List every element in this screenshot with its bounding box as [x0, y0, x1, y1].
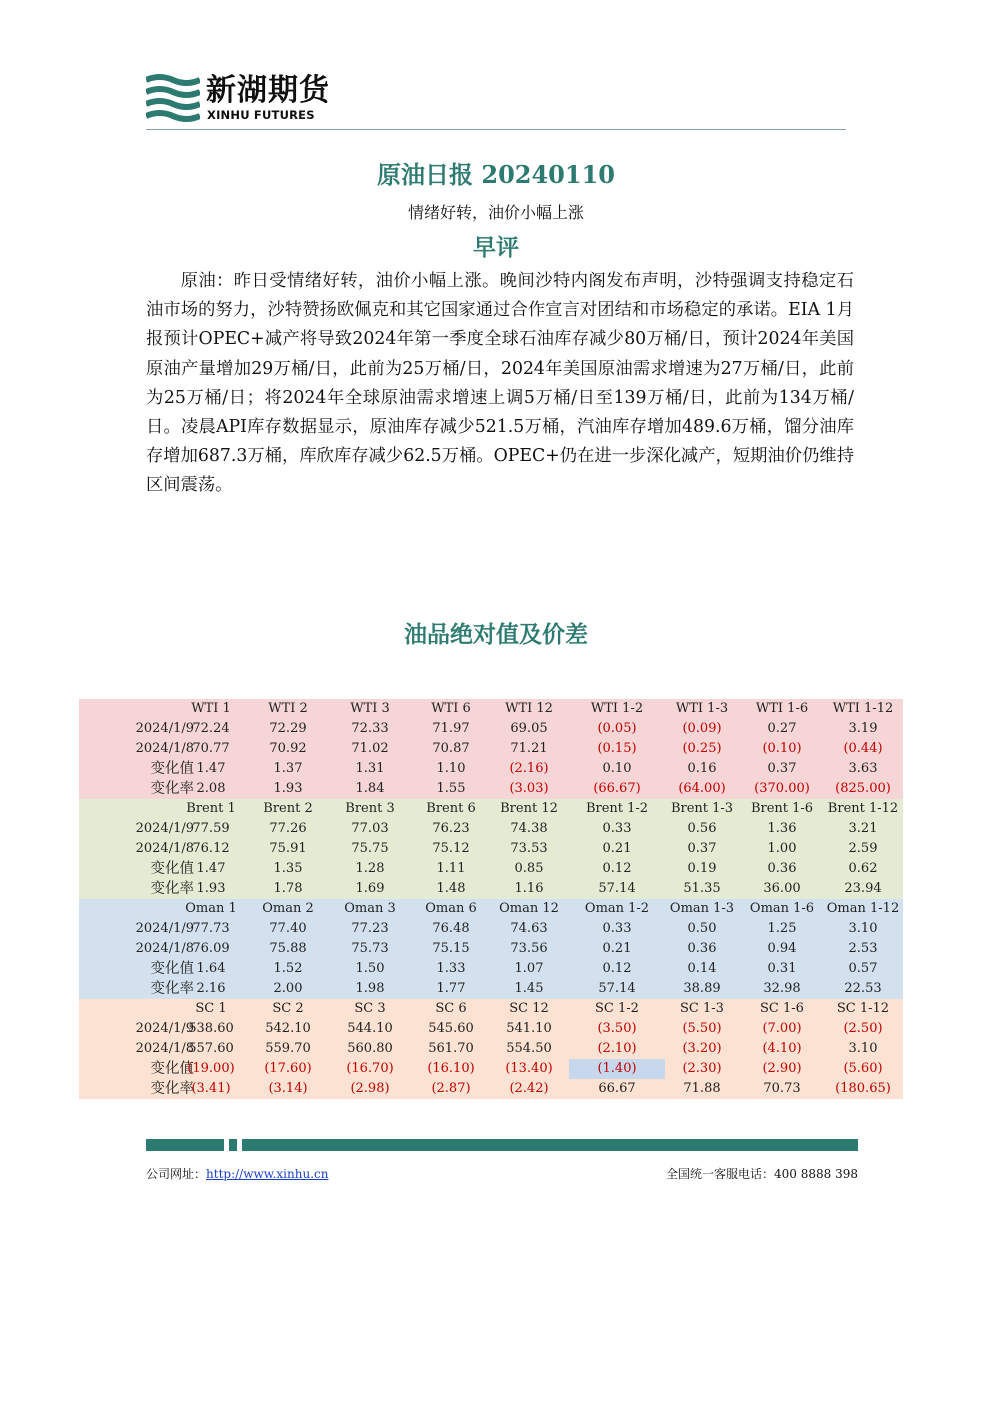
table-cell: 1.28 [355, 861, 385, 876]
column-header: Brent 1-12 [827, 801, 899, 816]
table-row [79, 719, 903, 739]
table-cell: 0.85 [514, 861, 544, 876]
column-header: Brent 6 [426, 801, 476, 816]
table-cell: 1.10 [436, 761, 466, 776]
column-header: WTI 1-6 [755, 701, 809, 716]
table-cell: 542.10 [265, 1021, 311, 1036]
table-cell: 0.33 [602, 821, 632, 836]
table-row [79, 939, 903, 959]
row-label: 2024/1/8 [135, 941, 194, 956]
table-cell: 36.00 [763, 881, 801, 896]
table-cell: 70.87 [432, 741, 470, 756]
table-cell: 72.29 [269, 721, 307, 736]
column-header: WTI 2 [268, 701, 308, 716]
table-cell: (180.65) [835, 1081, 891, 1096]
table-cell: 73.53 [510, 841, 548, 856]
table-cell: (2.50) [843, 1021, 883, 1036]
section-heading-morning-review: 早评 [473, 234, 519, 261]
row-label: 变化率 [150, 1081, 194, 1097]
brent-section [79, 799, 903, 899]
table-cell: 70.77 [192, 741, 230, 756]
footer-bar-gap [229, 1139, 237, 1151]
column-header: WTI 1-12 [832, 701, 894, 716]
table-cell: 71.97 [432, 721, 470, 736]
table-cell: 71.02 [351, 741, 389, 756]
row-label: 变化值 [150, 861, 194, 877]
table-cell: 1.16 [514, 881, 544, 896]
table-cell: (0.15) [597, 741, 637, 756]
column-header: Brent 1-2 [585, 801, 649, 816]
table-cell: 51.35 [683, 881, 721, 896]
table-cell: 2.00 [273, 981, 303, 996]
table-cell: 75.75 [351, 841, 389, 856]
table-cell: 77.73 [192, 921, 230, 936]
table-cell: 544.10 [347, 1021, 393, 1036]
table-cell: 560.80 [347, 1041, 393, 1056]
column-header: WTI 12 [505, 701, 553, 716]
table-cell: 541.10 [506, 1021, 552, 1036]
table-cell: 77.26 [269, 821, 307, 836]
table-title: 油品绝对值及价差 [404, 621, 588, 648]
column-header: Brent 1-3 [670, 801, 734, 816]
column-header: SC 12 [509, 1001, 549, 1016]
column-header: Brent 2 [263, 801, 313, 816]
table-cell: 1.48 [436, 881, 466, 896]
table-cell: (5.60) [843, 1061, 883, 1076]
row-label: 2024/1/8 [135, 1041, 194, 1056]
wave-logo-icon [146, 72, 200, 126]
table-row [79, 839, 903, 859]
table-cell: (2.10) [597, 1041, 637, 1056]
table-cell: (7.00) [762, 1021, 802, 1036]
table-cell: 1.93 [196, 881, 226, 896]
table-cell: 1.45 [514, 981, 544, 996]
table-cell: 559.70 [265, 1041, 311, 1056]
table-cell: (3.03) [509, 781, 549, 796]
table-cell: (3.50) [597, 1021, 637, 1036]
table-cell: 77.23 [351, 921, 389, 936]
table-cell: (16.10) [427, 1061, 475, 1076]
column-header: Brent 12 [500, 801, 558, 816]
table-cell: 1.31 [355, 761, 385, 776]
table-cell: (13.40) [505, 1061, 553, 1076]
table-cell: (825.00) [835, 781, 891, 796]
table-cell: (2.16) [509, 761, 549, 776]
table-cell: (19.00) [187, 1061, 235, 1076]
table-row [79, 1039, 903, 1059]
table-cell: (1.40) [569, 1059, 665, 1079]
table-cell: 1.47 [196, 761, 226, 776]
wti-section [79, 699, 903, 799]
table-cell: 1.11 [436, 861, 466, 876]
table-cell: 2.08 [196, 781, 226, 796]
table-cell: 75.15 [432, 941, 470, 956]
column-header: SC 1-3 [680, 1001, 724, 1016]
row-label: 变化率 [150, 781, 194, 797]
table-cell: 0.10 [602, 761, 632, 776]
table-cell: 2.53 [848, 941, 878, 956]
column-header: WTI 1-2 [590, 701, 644, 716]
table-cell: 1.69 [355, 881, 385, 896]
table-cell: 70.73 [763, 1081, 801, 1096]
table-cell: 74.38 [510, 821, 548, 836]
table-cell: 561.70 [428, 1041, 474, 1056]
table-cell: 76.23 [432, 821, 470, 836]
report-subtitle: 情绪好转，油价小幅上涨 [407, 203, 584, 222]
table-cell: (64.00) [678, 781, 726, 796]
column-header: Oman 1-3 [669, 901, 735, 916]
table-cell: 3.10 [848, 921, 878, 936]
oil-price-spread-table [79, 699, 903, 1099]
table-cell: (16.70) [346, 1061, 394, 1076]
table-cell: 0.21 [602, 841, 632, 856]
column-header: SC 1 [195, 1001, 227, 1016]
column-header: WTI 3 [350, 701, 390, 716]
column-header: Oman 12 [499, 901, 559, 916]
column-header: Oman 1-2 [584, 901, 650, 916]
table-cell: 1.77 [436, 981, 466, 996]
table-cell: 76.48 [432, 921, 470, 936]
table-cell: 1.50 [355, 961, 385, 976]
row-label: 变化值 [150, 1061, 194, 1077]
table-cell: 1.33 [436, 961, 466, 976]
row-label: 2024/1/8 [135, 841, 194, 856]
table-cell: (0.10) [762, 741, 802, 756]
table-cell: 1.78 [273, 881, 303, 896]
sc-section [79, 999, 903, 1099]
table-cell: 0.12 [602, 961, 632, 976]
table-cell: 75.91 [269, 841, 307, 856]
table-row [79, 779, 903, 799]
table-cell: 75.73 [351, 941, 389, 956]
footer-website [146, 1166, 328, 1182]
table-row [79, 959, 903, 979]
column-header: WTI 1 [191, 701, 231, 716]
column-header: Brent 1-6 [750, 801, 814, 816]
table-cell: 0.36 [767, 861, 797, 876]
table-cell: 0.19 [687, 861, 717, 876]
footer-hotline: 全国统一客服电话：400 8888 398 [666, 1167, 858, 1181]
row-label: 变化值 [150, 761, 194, 777]
table-cell: 0.21 [602, 941, 632, 956]
column-header: Oman 3 [344, 901, 396, 916]
table-cell: 66.67 [598, 1081, 636, 1096]
table-cell: 2.16 [196, 981, 226, 996]
row-label: 变化率 [150, 981, 194, 997]
table-cell: 1.55 [436, 781, 466, 796]
oman-section [79, 899, 903, 999]
table-cell: 3.21 [848, 821, 878, 836]
table-cell: 3.19 [848, 721, 878, 736]
table-cell: 0.50 [687, 921, 717, 936]
column-header: SC 1-6 [760, 1001, 804, 1016]
header-divider [146, 129, 846, 130]
table-cell: 1.93 [273, 781, 303, 796]
table-row [79, 859, 903, 879]
table-cell: (3.14) [268, 1081, 308, 1096]
table-cell: 0.31 [767, 961, 797, 976]
column-header: Oman 1 [185, 901, 237, 916]
table-cell: 0.16 [687, 761, 717, 776]
commentary-paragraph: 原油：昨日受情绪好转，油价小幅上涨。晚间沙特内阁发布声明，沙特强调支持稳定石油市场的努力，沙特赞扬欧佩克和其它国家通过合作宣言对团结和市场稳定的承诺。EIA 1月报预计OPEC+减产将导致2024年第一季度全球石油库存减少80万桶/日，预计2024年美国原油产量增加29万桶/日，此前为25万桶/日，2024年美国原油需求增速为27万桶/日，此前为25万桶/日；将2024年全球原油需求增速上调5万桶/日至139万桶/日，此前为134万桶/日。凌晨API库存数据显示，原油库存减少521.5万桶，汽油库存增加489.6万桶，馏分油库存增加687.3万桶，库欣库存减少62.5万桶。OPEC+仍在进一步深化减产，短期油价仍维持区间震荡。 [146, 271, 854, 496]
table-row [79, 1059, 903, 1079]
table-cell: (3.41) [191, 1081, 231, 1096]
table-cell: (17.60) [264, 1061, 312, 1076]
table-cell: 1.35 [273, 861, 303, 876]
table-cell: 72.33 [351, 721, 389, 736]
column-header: Oman 1-6 [749, 901, 815, 916]
table-cell: 73.56 [510, 941, 548, 956]
table-cell: 1.37 [273, 761, 303, 776]
table-cell: 0.36 [687, 941, 717, 956]
table-cell: 1.07 [514, 961, 544, 976]
row-label: 2024/1/9 [135, 1021, 194, 1036]
column-header: SC 1-2 [595, 1001, 639, 1016]
table-cell: 1.36 [767, 821, 797, 836]
column-header: SC 2 [272, 1001, 304, 1016]
table-cell: 1.25 [767, 921, 797, 936]
footer-bar-main [242, 1139, 858, 1151]
table-cell: 69.05 [510, 721, 548, 736]
table-row [79, 759, 903, 779]
column-header: WTI 1-3 [675, 701, 729, 716]
brent-header-row [79, 799, 903, 819]
table-cell: (0.05) [597, 721, 637, 736]
table-cell: (3.20) [682, 1041, 722, 1056]
row-label: 2024/1/9 [135, 721, 194, 736]
table-cell: 77.40 [269, 921, 307, 936]
table-cell: 0.12 [602, 861, 632, 876]
table-cell: 75.12 [432, 841, 470, 856]
wti-header-row [79, 699, 903, 719]
table-cell: 0.62 [848, 861, 878, 876]
table-cell: 0.57 [848, 961, 878, 976]
table-cell: 0.14 [687, 961, 717, 976]
column-header: Oman 1-12 [826, 901, 900, 916]
table-cell: 0.56 [687, 821, 717, 836]
table-row [79, 919, 903, 939]
column-header: SC 1-12 [836, 1001, 890, 1016]
oman-header-row [79, 899, 903, 919]
table-cell: 3.63 [848, 761, 878, 776]
logo-chinese-name: 新湖期货 [206, 73, 330, 108]
column-header: Oman 6 [425, 901, 477, 916]
table-cell: 23.94 [844, 881, 882, 896]
table-row [79, 819, 903, 839]
table-cell: 57.14 [598, 881, 636, 896]
table-cell: 76.09 [192, 941, 230, 956]
table-cell: 545.60 [428, 1021, 474, 1036]
company-logo [146, 72, 336, 128]
table-cell: 1.98 [355, 981, 385, 996]
table-cell: 71.21 [510, 741, 548, 756]
table-cell: 74.63 [510, 921, 548, 936]
table-cell: (5.50) [682, 1021, 722, 1036]
footer-bar-left [146, 1139, 224, 1151]
table-cell: 1.84 [355, 781, 385, 796]
row-label: 2024/1/9 [135, 821, 194, 836]
table-cell: (2.98) [350, 1081, 390, 1096]
column-header: SC 6 [435, 1001, 467, 1016]
table-cell: 77.03 [351, 821, 389, 836]
table-cell: 2.59 [848, 841, 878, 856]
table-cell: (4.10) [762, 1041, 802, 1056]
table-cell: 32.98 [763, 981, 801, 996]
table-cell: 538.60 [188, 1021, 234, 1036]
table-cell: 57.14 [598, 981, 636, 996]
table-cell: 1.00 [767, 841, 797, 856]
table-row [79, 879, 903, 899]
column-header: Brent 3 [345, 801, 395, 816]
sc-header-row [79, 999, 903, 1019]
table-cell: (66.67) [593, 781, 641, 796]
table-cell: 3.10 [848, 1041, 878, 1056]
table-cell: 22.53 [844, 981, 882, 996]
row-label: 2024/1/8 [135, 741, 194, 756]
table-cell: 72.24 [192, 721, 230, 736]
footer-website-link[interactable]: http://www.xinhu.cn [206, 1167, 329, 1181]
table-cell: 554.50 [506, 1041, 552, 1056]
table-row [79, 1079, 903, 1099]
row-label: 变化率 [150, 881, 194, 897]
column-header: WTI 6 [431, 701, 471, 716]
table-row [79, 739, 903, 759]
table-cell: (370.00) [754, 781, 810, 796]
table-cell: (2.87) [431, 1081, 471, 1096]
column-header: Brent 1 [186, 801, 236, 816]
row-label: 2024/1/9 [135, 921, 194, 936]
table-cell: 1.52 [273, 961, 303, 976]
table-cell: 0.27 [767, 721, 797, 736]
table-cell: 77.59 [192, 821, 230, 836]
logo-english-name: XINHU FUTURES [207, 108, 315, 122]
table-cell: 70.92 [269, 741, 307, 756]
table-cell: 0.94 [767, 941, 797, 956]
column-header: Oman 2 [262, 901, 314, 916]
table-cell: 0.37 [687, 841, 717, 856]
table-cell: 1.64 [196, 961, 226, 976]
table-cell: 0.37 [767, 761, 797, 776]
table-cell: 1.47 [196, 861, 226, 876]
table-cell: 75.88 [269, 941, 307, 956]
row-label: 变化值 [150, 961, 194, 977]
table-cell: (2.90) [762, 1061, 802, 1076]
table-row [79, 1019, 903, 1039]
table-cell: 76.12 [192, 841, 230, 856]
table-row [79, 979, 903, 999]
table-cell: (2.42) [509, 1081, 549, 1096]
table-cell: 71.88 [683, 1081, 721, 1096]
footer-website-label: 公司网址： [146, 1167, 207, 1181]
table-cell: (2.30) [682, 1061, 722, 1076]
column-header: SC 3 [354, 1001, 386, 1016]
table-cell: (0.09) [682, 721, 722, 736]
table-cell: 557.60 [188, 1041, 234, 1056]
table-cell: 0.33 [602, 921, 632, 936]
table-cell: (0.25) [682, 741, 722, 756]
report-title: 原油日报 20240110 [377, 160, 615, 189]
table-cell: 38.89 [683, 981, 721, 996]
table-cell: (0.44) [843, 741, 883, 756]
